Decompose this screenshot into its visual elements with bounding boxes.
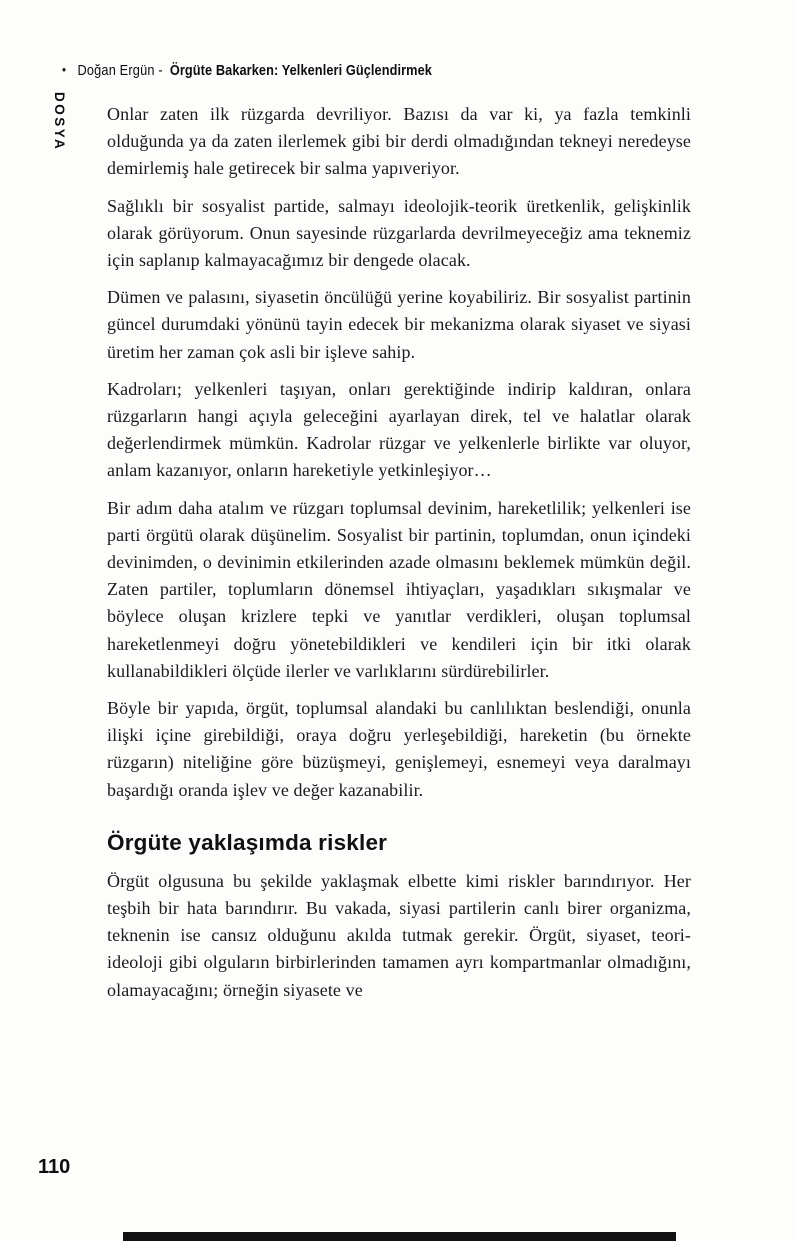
paragraph: Onlar zaten ilk rüzgarda devriliyor. Bazısı da var ki, ya fazla temkinli olduğunda ya da zaten ilerlemek gibi bir derdi olmadığından tekneyi neredeyse demirlemiş hale getirecek bir salma yapıveriyor. (107, 104, 691, 179)
paragraph: Böyle bir yapıda, örgüt, toplumsal alandaki bu canlılıktan beslendiği, onunla ilişki içine girebildiği, oraya doğru yerleşebildiği, hareketin (bu örnekte rüzgarın) niteliğine göre büzüşmeyi, genişlemeyi, esnemeyi veya daralmayı başardığı oranda işlev ve değer kazanabilir. (107, 698, 691, 800)
paragraph: Örgüt olgusuna bu şekilde yaklaşmak elbette kimi riskler barındırıyor. Her teşbih bir hata barındırır. Bu vakada, siyasi partilerin canlı birer organizma, teknenin ise cansız olduğunu akılda tutmak gerekir. Örgüt, siyaset, teori-ideoloji gibi olguların birbirlerinden tamamen ayrı kompartmanlar olmadığını, olamayacağını; örneğin siyasete ve (107, 870, 691, 1000)
running-header (62, 62, 678, 79)
body-text-column (107, 101, 691, 1014)
paragraph: Kadroları; yelkenleri taşıyan, onları gerektiğinde indirip kaldıran, onlara rüzgarların hangi açıyla geleceğini ayarlayan direk, tel ve halatlar olarak değerlendirmek mümkün. Kadrolar rüzgar ve yelkenlerle birlikte var oluyor, anlam kazanıyor, onların hareketiyle yetkinleşiyor… (107, 378, 691, 481)
section-heading: Örgüte yaklaşımda riskler (107, 829, 388, 855)
header-article-title: Örgüte Bakarken: Yelkenleri Güçlendirmek (169, 63, 432, 79)
section-label-dosya: DOSYA (52, 92, 67, 152)
bottom-bar-decoration (123, 1232, 676, 1241)
header-author: Doğan Ergün - (77, 63, 163, 79)
paragraph: Dümen ve palasını, siyasetin öncülüğü yerine koyabiliriz. Bir sosyalist partinin güncel durumdaki yönünü tayin edecek bir mekanizma olarak siyaset ve siyasi üretim her zaman çok asli bir işleve sahip. (107, 287, 691, 362)
paragraph: Sağlıklı bir sosyalist partide, salmayı ideolojik-teorik üretkenlik, gelişkinlik olarak görüyorum. Onun sayesinde rüzgarlarda devrilmeyeceğiz ama teknemiz için saplanıp kalmayacağımız bir dengede olacak. (107, 195, 691, 271)
paragraph: Bir adım daha atalım ve rüzgarı toplumsal devinim, hareketlilik; yelkenleri ise parti örgütü olarak düşünelim. Sosyalist bir partinin, toplumdan, onun içindeki devinimden, o devinimin etkilerinden azade olmasını beklemek mümkün değil. Zaten partiler, toplumların dönemsel ihtiyaçları, yaşadıkları sıkışmalar ve böylece oluşan krizlere tepki ve yanıtlar verdikleri, oluşan toplumsal hareketlenmeyi doğru yönetebildikleri ve kendileri için bir itki olarak kullanabildikleri ölçüde ilerler ve varlıklarını sürdürebilirler. (107, 497, 691, 681)
page-number: 110 (38, 1156, 71, 1178)
header-bullet-icon: • (62, 62, 67, 77)
